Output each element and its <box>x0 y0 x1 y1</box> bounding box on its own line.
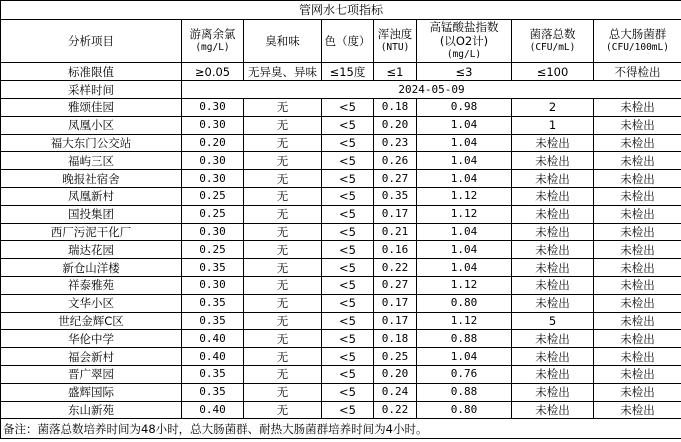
table-row <box>1 276 681 294</box>
cell-odor: 无 <box>244 276 322 294</box>
note-row <box>1 419 681 439</box>
header-turbidity <box>374 20 417 63</box>
sampling-date: 2024-05-09 <box>182 81 681 99</box>
table-row <box>1 401 681 419</box>
cell-odor: 无 <box>244 116 322 134</box>
cell-colony: 未检出 <box>512 294 594 312</box>
cell-chlorine: 0.40 <box>182 330 244 348</box>
cell-color: <5 <box>322 259 374 277</box>
cell-site: 凤凰新村 <box>1 187 182 205</box>
cell-turbidity: 0.16 <box>374 241 417 259</box>
cell-turbidity: 0.35 <box>374 187 417 205</box>
cell-color: <5 <box>322 152 374 170</box>
header-colony <box>512 20 594 63</box>
cell-colony: 未检出 <box>512 348 594 366</box>
table-row <box>1 223 681 241</box>
cell-cod: 1.12 <box>417 276 512 294</box>
standard-chlorine: ≥0.05 <box>182 63 244 81</box>
cell-cod: 1.04 <box>417 134 512 152</box>
table-row <box>1 116 681 134</box>
cell-cod: 1.04 <box>417 241 512 259</box>
header-chlorine <box>182 20 244 63</box>
header-chlorine-unit: (mg/L) <box>195 42 230 53</box>
cell-turbidity: 0.21 <box>374 223 417 241</box>
cell-site: 东山新苑 <box>1 401 182 419</box>
header-cod-sub: (以O2计) <box>439 34 489 48</box>
cell-colony: 未检出 <box>512 241 594 259</box>
cell-cod: 1.04 <box>417 223 512 241</box>
cell-color: <5 <box>322 312 374 330</box>
table-row <box>1 187 681 205</box>
cell-coliform: 未检出 <box>594 134 681 152</box>
standard-odor: 无异臭、异味 <box>244 63 322 81</box>
cell-coliform: 未检出 <box>594 365 681 383</box>
cell-odor: 无 <box>244 223 322 241</box>
cell-color: <5 <box>322 401 374 419</box>
header-item: 分析项目 <box>1 20 182 63</box>
cell-color: <5 <box>322 348 374 366</box>
cell-colony: 未检出 <box>512 170 594 188</box>
cell-turbidity: 0.20 <box>374 365 417 383</box>
cell-colony: 未检出 <box>512 187 594 205</box>
cell-chlorine: 0.25 <box>182 205 244 223</box>
cell-odor: 无 <box>244 312 322 330</box>
cell-turbidity: 0.22 <box>374 401 417 419</box>
cell-site: 西厂污泥干化厂 <box>1 223 182 241</box>
cell-chlorine: 0.30 <box>182 99 244 117</box>
cell-color: <5 <box>322 294 374 312</box>
table-row <box>1 294 681 312</box>
cell-coliform: 未检出 <box>594 187 681 205</box>
cell-coliform: 未检出 <box>594 223 681 241</box>
standard-turbidity: ≤1 <box>374 63 417 81</box>
data-rows <box>1 99 681 419</box>
cell-coliform: 未检出 <box>594 99 681 117</box>
cell-cod: 0.88 <box>417 330 512 348</box>
cell-color: <5 <box>322 134 374 152</box>
cell-chlorine: 0.30 <box>182 152 244 170</box>
cell-cod: 1.12 <box>417 187 512 205</box>
header-coliform-unit: (CFU/100mL) <box>606 42 669 53</box>
table-row <box>1 365 681 383</box>
cell-site: 雅颂佳园 <box>1 99 182 117</box>
cell-odor: 无 <box>244 348 322 366</box>
cell-odor: 无 <box>244 187 322 205</box>
cell-cod: 0.98 <box>417 99 512 117</box>
table-title: 管网水七项指标 <box>1 1 681 20</box>
cell-odor: 无 <box>244 134 322 152</box>
cell-chlorine: 0.35 <box>182 294 244 312</box>
cell-color: <5 <box>322 276 374 294</box>
cell-colony: 未检出 <box>512 276 594 294</box>
cell-color: <5 <box>322 241 374 259</box>
cell-colony: 1 <box>512 116 594 134</box>
cell-coliform: 未检出 <box>594 312 681 330</box>
cell-site: 新仓山洋楼 <box>1 259 182 277</box>
cell-site: 福会新村 <box>1 348 182 366</box>
standard-color: ≤15度 <box>322 63 374 81</box>
cell-colony: 5 <box>512 312 594 330</box>
title-row <box>1 1 681 20</box>
table-row <box>1 205 681 223</box>
cell-color: <5 <box>322 187 374 205</box>
cell-site: 文华小区 <box>1 294 182 312</box>
cell-turbidity: 0.27 <box>374 170 417 188</box>
cell-cod: 1.04 <box>417 259 512 277</box>
cell-turbidity: 0.17 <box>374 205 417 223</box>
cell-cod: 0.88 <box>417 383 512 401</box>
cell-site: 盛辉国际 <box>1 383 182 401</box>
cell-colony: 未检出 <box>512 223 594 241</box>
cell-turbidity: 0.18 <box>374 99 417 117</box>
cell-turbidity: 0.22 <box>374 259 417 277</box>
cell-odor: 无 <box>244 330 322 348</box>
cell-chlorine: 0.30 <box>182 170 244 188</box>
cell-cod: 1.12 <box>417 312 512 330</box>
cell-chlorine: 0.30 <box>182 116 244 134</box>
sampling-label: 采样时间 <box>1 81 182 99</box>
table-row <box>1 99 681 117</box>
cell-chlorine: 0.30 <box>182 276 244 294</box>
table-row <box>1 383 681 401</box>
table-row <box>1 241 681 259</box>
cell-cod: 0.80 <box>417 401 512 419</box>
cell-cod: 1.12 <box>417 205 512 223</box>
cell-colony: 未检出 <box>512 401 594 419</box>
cell-turbidity: 0.24 <box>374 383 417 401</box>
table-row <box>1 134 681 152</box>
cell-odor: 无 <box>244 294 322 312</box>
cell-cod: 1.04 <box>417 116 512 134</box>
cell-coliform: 未检出 <box>594 259 681 277</box>
cell-color: <5 <box>322 365 374 383</box>
cell-site: 福屿三区 <box>1 152 182 170</box>
table-row <box>1 152 681 170</box>
cell-color: <5 <box>322 99 374 117</box>
cell-turbidity: 0.23 <box>374 134 417 152</box>
header-turbidity-unit: (NTU) <box>380 42 410 53</box>
cell-odor: 无 <box>244 205 322 223</box>
standard-row <box>1 63 681 81</box>
cell-colony: 未检出 <box>512 134 594 152</box>
cell-turbidity: 0.17 <box>374 312 417 330</box>
cell-chlorine: 0.20 <box>182 134 244 152</box>
cell-chlorine: 0.35 <box>182 312 244 330</box>
header-colony-label: 菌落总数 <box>529 27 576 41</box>
cell-site: 晚报社宿舍 <box>1 170 182 188</box>
header-turbidity-label: 浑浊度 <box>377 27 413 41</box>
cell-colony: 未检出 <box>512 365 594 383</box>
cell-chlorine: 0.35 <box>182 365 244 383</box>
cell-colony: 未检出 <box>512 205 594 223</box>
table-row <box>1 348 681 366</box>
cell-chlorine: 0.40 <box>182 348 244 366</box>
cell-odor: 无 <box>244 383 322 401</box>
cell-coliform: 未检出 <box>594 330 681 348</box>
cell-chlorine: 0.30 <box>182 223 244 241</box>
cell-odor: 无 <box>244 365 322 383</box>
header-cod-label: 高锰酸盐指数 <box>429 20 499 34</box>
table-row <box>1 312 681 330</box>
header-coliform <box>594 20 681 63</box>
cell-site: 福大东门公交站 <box>1 134 182 152</box>
header-cod-unit: (mg/L) <box>446 49 482 60</box>
cell-turbidity: 0.17 <box>374 294 417 312</box>
cell-coliform: 未检出 <box>594 401 681 419</box>
cell-coliform: 未检出 <box>594 383 681 401</box>
standard-colony: ≤100 <box>512 63 594 81</box>
cell-chlorine: 0.35 <box>182 259 244 277</box>
cell-coliform: 未检出 <box>594 276 681 294</box>
cell-chlorine: 0.35 <box>182 383 244 401</box>
cell-colony: 未检出 <box>512 259 594 277</box>
cell-color: <5 <box>322 223 374 241</box>
cell-odor: 无 <box>244 241 322 259</box>
cell-colony: 未检出 <box>512 152 594 170</box>
cell-color: <5 <box>322 383 374 401</box>
cell-colony: 2 <box>512 99 594 117</box>
cell-coliform: 未检出 <box>594 241 681 259</box>
cell-odor: 无 <box>244 170 322 188</box>
cell-site: 晋广翠园 <box>1 365 182 383</box>
cell-colony: 未检出 <box>512 383 594 401</box>
cell-coliform: 未检出 <box>594 152 681 170</box>
table-row <box>1 330 681 348</box>
cell-cod: 0.76 <box>417 365 512 383</box>
cell-site: 瑞达花园 <box>1 241 182 259</box>
cell-cod: 1.04 <box>417 170 512 188</box>
cell-coliform: 未检出 <box>594 116 681 134</box>
header-cod <box>417 20 512 63</box>
cell-turbidity: 0.18 <box>374 330 417 348</box>
cell-turbidity: 0.20 <box>374 116 417 134</box>
cell-odor: 无 <box>244 401 322 419</box>
cell-coliform: 未检出 <box>594 294 681 312</box>
cell-site: 祥泰雅苑 <box>1 276 182 294</box>
header-colony-unit: (CFU/mL) <box>529 42 576 53</box>
table-row <box>1 170 681 188</box>
cell-color: <5 <box>322 116 374 134</box>
standard-cod: ≤3 <box>417 63 512 81</box>
note-text: 备注：菌落总数培养时间为48小时，总大肠菌群、耐热大肠菌群培养时间为4小时。 <box>1 419 681 439</box>
cell-coliform: 未检出 <box>594 205 681 223</box>
cell-odor: 无 <box>244 99 322 117</box>
standard-coliform: 不得检出 <box>594 63 681 81</box>
cell-site: 凤凰小区 <box>1 116 182 134</box>
header-odor: 臭和味 <box>244 20 322 63</box>
cell-turbidity: 0.25 <box>374 348 417 366</box>
cell-color: <5 <box>322 330 374 348</box>
sampling-row <box>1 81 681 99</box>
cell-site: 世纪金辉C区 <box>1 312 182 330</box>
cell-chlorine: 0.25 <box>182 241 244 259</box>
standard-label: 标准限值 <box>1 63 182 81</box>
cell-odor: 无 <box>244 152 322 170</box>
cell-odor: 无 <box>244 259 322 277</box>
cell-chlorine: 0.40 <box>182 401 244 419</box>
cell-cod: 1.04 <box>417 348 512 366</box>
cell-turbidity: 0.26 <box>374 152 417 170</box>
cell-color: <5 <box>322 205 374 223</box>
header-row <box>1 20 681 63</box>
cell-site: 国投集团 <box>1 205 182 223</box>
cell-colony: 未检出 <box>512 330 594 348</box>
cell-coliform: 未检出 <box>594 170 681 188</box>
header-color: 色（度） <box>322 20 374 63</box>
cell-turbidity: 0.27 <box>374 276 417 294</box>
cell-cod: 0.80 <box>417 294 512 312</box>
table-row <box>1 259 681 277</box>
cell-site: 华伦中学 <box>1 330 182 348</box>
header-coliform-label: 总大肠菌群 <box>608 27 667 41</box>
cell-color: <5 <box>322 170 374 188</box>
header-chlorine-label: 游离余氯 <box>189 27 236 41</box>
cell-coliform: 未检出 <box>594 348 681 366</box>
cell-chlorine: 0.25 <box>182 187 244 205</box>
cell-cod: 1.04 <box>417 152 512 170</box>
